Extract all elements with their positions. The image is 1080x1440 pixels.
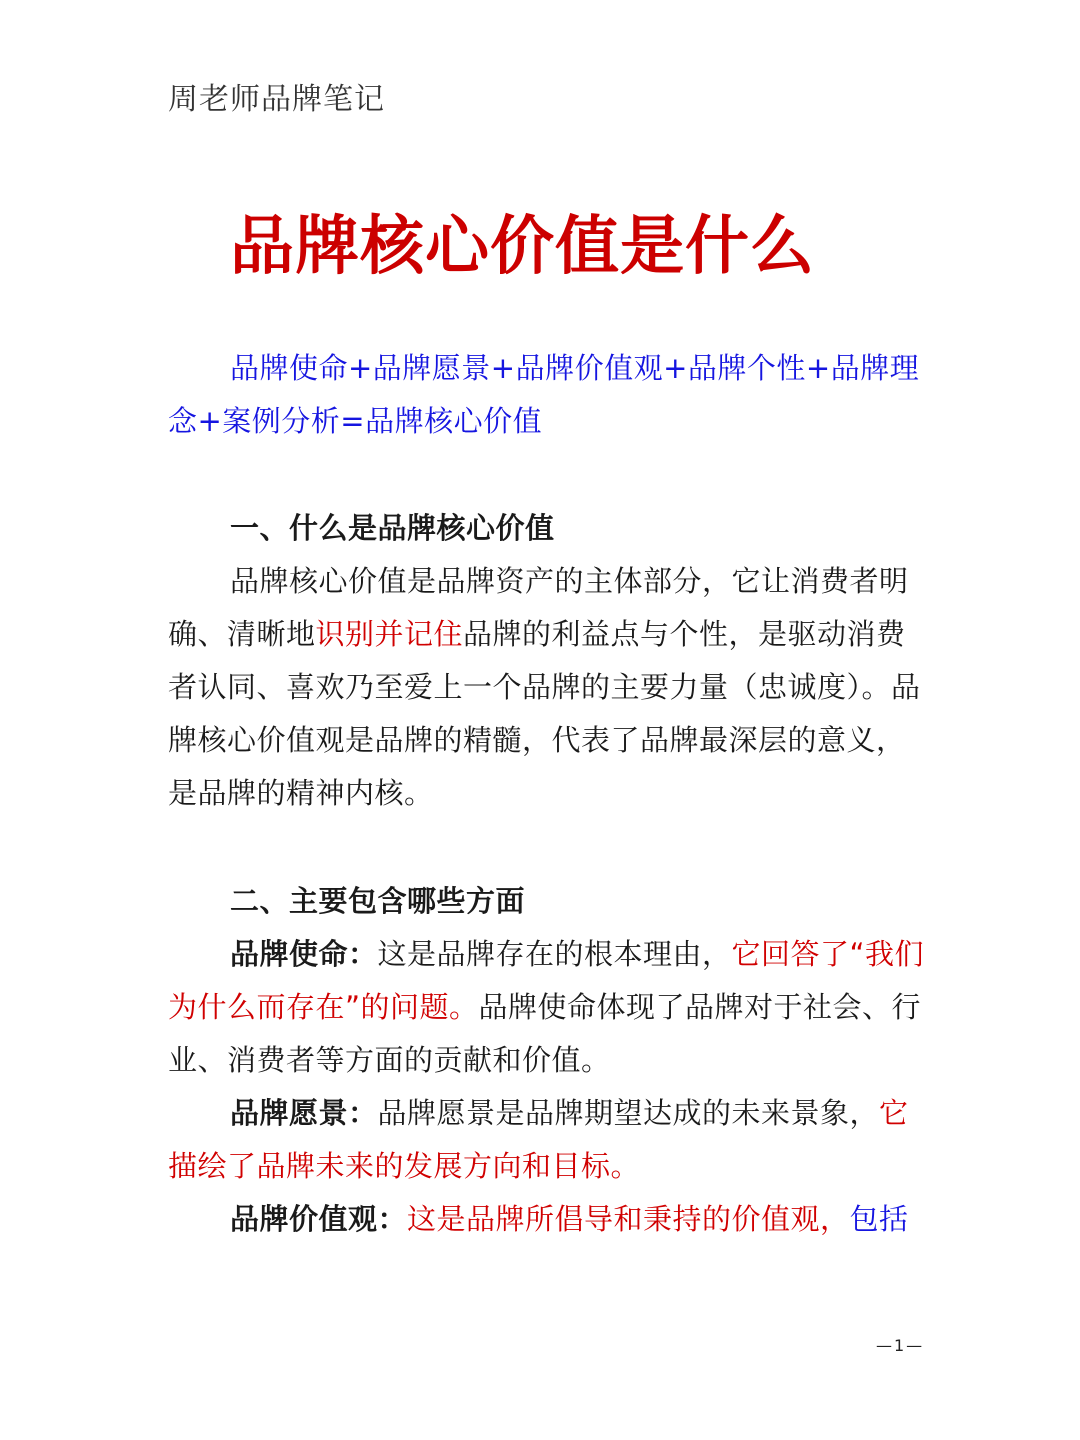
section-what-is [168,502,928,820]
page-title: 品牌核心价值是什么 [230,210,815,284]
highlight-text: 这是品牌所倡导和秉持的价值观， [407,1202,850,1236]
term-label: 品牌使命： [230,937,378,971]
highlight-text: 包括 [849,1202,909,1236]
mission-paragraph [168,928,928,1087]
term-label: 品牌价值观： [230,1202,408,1236]
section-heading: 一、什么是品牌核心价值 [230,511,555,545]
highlight-text: 识别并记住 [315,617,464,651]
vision-paragraph [168,1087,928,1193]
text-run: 品牌的利益点与个性，是驱动消费者认同、喜欢乃至爱上一个品牌的主要力量（忠诚度）。品牌核心价值观是品牌的精髓，代表了品牌最深层的意义，是品牌的精神内核。 [168,617,921,810]
text-run: 品牌愿景是品牌期望达成的未来景象， [377,1096,880,1130]
text-run: 品牌使命体现了品牌对于社会、行业、消费者等方面的贡献和价值。 [168,990,922,1077]
section-heading: 二、主要包含哪些方面 [230,884,526,918]
definition-paragraph [168,555,928,820]
formula-paragraph: 品牌使命+品牌愿景+品牌价值观+品牌个性+品牌理念+案例分析=品牌核心价值 [168,351,920,438]
term-label: 品牌愿景： [230,1096,378,1130]
page-number: —1— [876,1336,925,1355]
text-run: 品牌核心价值是品牌资产的主体部分，它让消费者明确、清晰地 [168,564,909,651]
highlight-text: 它回答了“我们为什么而存在”的问题。 [168,937,925,1024]
values-paragraph [168,1193,928,1246]
page-header: 周老师品牌笔记 [168,82,385,117]
text-run: 这是品牌存在的根本理由， [377,937,732,971]
highlight-text: 它描绘了品牌未来的发展方向和目标。 [168,1096,909,1183]
section-aspects [168,875,928,1246]
